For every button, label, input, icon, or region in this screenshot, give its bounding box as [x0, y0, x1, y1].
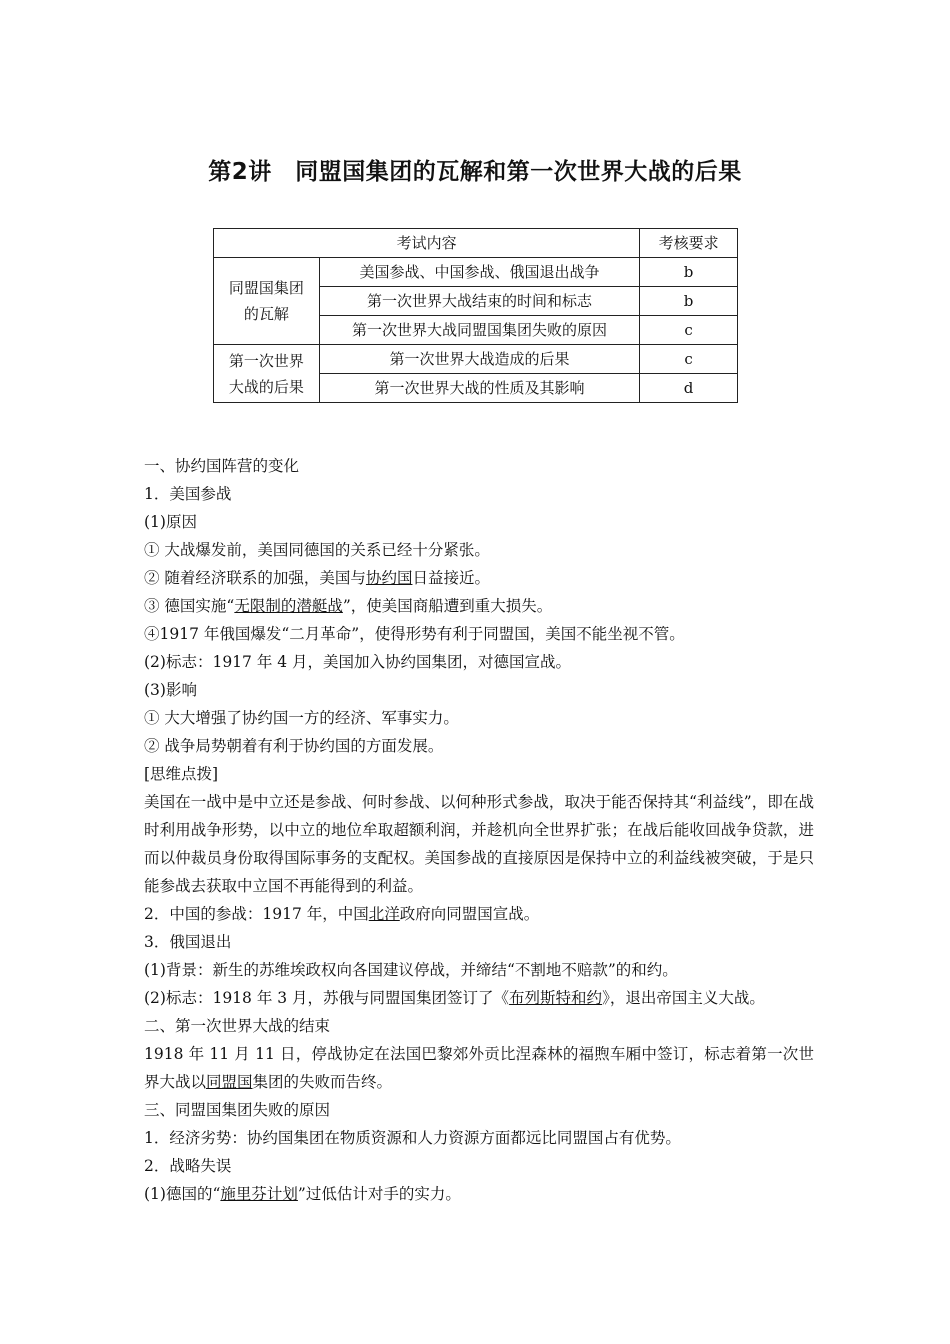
header-requirement: 考核要求	[640, 229, 738, 258]
underlined-keyword: 布列斯特和约	[509, 989, 603, 1007]
text-span: (1)德国的“	[144, 1185, 221, 1203]
text-span: ”，使美国商船遭到重大损失。	[342, 597, 553, 615]
header-exam-content: 考试内容	[214, 229, 640, 258]
text-span: 》，退出帝国主义大战。	[602, 989, 765, 1007]
table-row	[214, 258, 738, 287]
list-item	[144, 564, 814, 592]
table-cell-level: c	[640, 345, 738, 374]
text-span: (2)标志：1918 年 3 月，苏俄与同盟国集团签订了《	[144, 989, 510, 1007]
item-heading	[144, 984, 814, 1012]
subsection-heading: 1．美国参战	[144, 485, 232, 503]
page-title: 第2讲 同盟国集团的瓦解和第一次世界大战的后果	[208, 159, 742, 185]
table-row	[214, 345, 738, 374]
underlined-keyword: 北洋	[368, 905, 400, 923]
group-name-line: 第一次世界	[228, 351, 304, 370]
subsection-heading: 2．战略失误	[144, 1157, 232, 1175]
table-cell-level: b	[640, 287, 738, 316]
table-cell-content: 美国参战、中国参战、俄国退出战争	[319, 258, 639, 287]
section-heading: 一、协约国阵营的变化	[144, 457, 300, 475]
item-heading: (3)影响	[144, 681, 197, 699]
paragraph	[144, 1040, 814, 1096]
section-heading: 二、第一次世界大战的结束	[144, 1017, 331, 1035]
text-span: 1918 年 11 月 11 日，停战协定在法国巴黎郊外贡比涅森林的福煦车厢中签订，标志着第一次世界大战以	[144, 1045, 814, 1091]
subsection-heading: 1．经济劣势：协约国集团在物质资源和人力资源方面都远比同盟国占有优势。	[144, 1129, 681, 1147]
text-span: ② 随着经济联系的加强，美国与	[144, 569, 366, 587]
list-item: ① 大战爆发前，美国同德国的关系已经十分紧张。	[144, 541, 490, 559]
section-heading: 三、同盟国集团失败的原因	[144, 1101, 331, 1119]
table-cell-level: d	[640, 374, 738, 403]
item-heading	[144, 1180, 814, 1208]
group-name-line: 大战的后果	[228, 377, 304, 396]
underlined-keyword: 同盟国	[206, 1073, 253, 1091]
exam-requirements-table	[213, 228, 738, 403]
text-span: 政府向同盟国宣战。	[399, 905, 540, 923]
subsection-heading: 3．俄国退出	[144, 933, 232, 951]
thinking-label: [思维点拨]	[144, 765, 219, 783]
list-item: ④1917 年俄国爆发“二月革命”，使得形势有利于同盟国，美国不能坐视不管。	[144, 625, 685, 643]
text-span: ③ 德国实施“	[144, 597, 235, 615]
underlined-keyword: 协约国	[365, 569, 413, 587]
table-cell-level: c	[640, 316, 738, 345]
list-item	[144, 592, 814, 620]
group-name	[214, 345, 320, 403]
table-cell-content: 第一次世界大战造成的后果	[319, 345, 639, 374]
document-body	[144, 452, 814, 1208]
group-name	[214, 258, 320, 345]
underlined-keyword: 施里芬计划	[220, 1185, 298, 1203]
thinking-paragraph: 美国在一战中是中立还是参战、何时参战、以何种形式参战，取决于能否保持其“利益线”，即在战时利用战争形势，以中立的地位牟取超额利润，并趁机向全世界扩张；在战后能收回战争贷款，进而以仲裁员身份取得国际事务的支配权。美国参战的直接原因是保持中立的利益线被突破，于是只能参战去获取中立国不再能得到的利益。	[144, 793, 814, 895]
text-span: 集团的失败而告终。	[252, 1073, 393, 1091]
item-heading: (2)标志：1917 年 4 月，美国加入协约国集团，对德国宣战。	[144, 653, 572, 671]
text-span: 2．中国的参战：1917 年，中国	[144, 905, 369, 923]
text-span: ”过低估计对手的实力。	[297, 1185, 461, 1203]
underlined-keyword: 无限制的潜艇战	[234, 597, 343, 615]
table-cell-level: b	[640, 258, 738, 287]
item-heading: (1)背景：新生的苏维埃政权向各国建议停战，并缔结“不割地不赔款”的和约。	[144, 961, 678, 979]
subsection-heading	[144, 900, 814, 928]
table-cell-content: 第一次世界大战结束的时间和标志	[319, 287, 639, 316]
text-span: 日益接近。	[412, 569, 490, 587]
table-cell-content: 第一次世界大战同盟国集团失败的原因	[319, 316, 639, 345]
item-heading: (1)原因	[144, 513, 197, 531]
table-cell-content: 第一次世界大战的性质及其影响	[319, 374, 639, 403]
list-item: ① 大大增强了协约国一方的经济、军事实力。	[144, 709, 459, 727]
group-name-line: 同盟国集团	[228, 279, 304, 297]
group-name-line: 的瓦解	[243, 305, 289, 323]
table-header-row	[214, 229, 738, 258]
list-item: ② 战争局势朝着有利于协约国的方面发展。	[144, 737, 444, 755]
